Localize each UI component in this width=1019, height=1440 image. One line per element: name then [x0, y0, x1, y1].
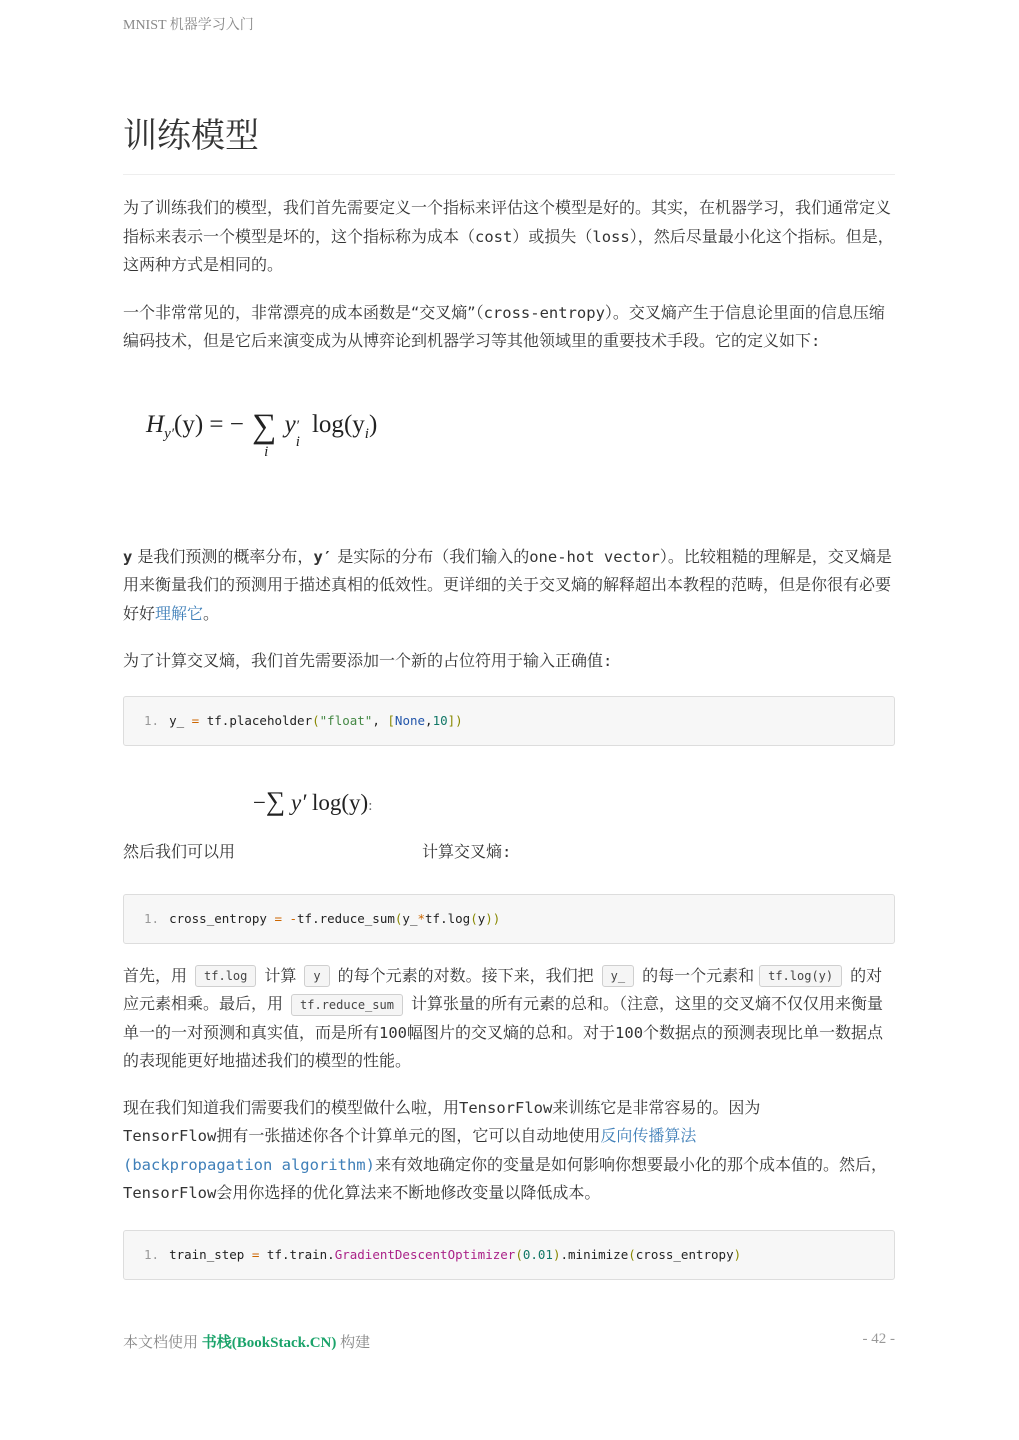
section-title: 训练模型 — [123, 112, 895, 175]
paragraph-cost-intro — [123, 194, 895, 280]
paragraph-explanation — [123, 962, 895, 1076]
code-var: y_ — [169, 712, 185, 728]
paragraph-distribution — [123, 543, 895, 629]
code-dot: . — [312, 910, 320, 926]
inline-code-reduce-sum: tf.reduce_sum — [291, 994, 403, 1016]
text: 会用你选择的优化算法来不断地修改变量以降低成本。 — [216, 1183, 601, 1202]
text: 个数据点的预测表现比单一数据点的表现能更好地描述我们的模型的性能。 — [123, 1022, 884, 1070]
footer-prefix: 本文档使用 — [123, 1335, 199, 1351]
code-arg: cross_entropy — [635, 1246, 734, 1262]
code-tf: tf — [425, 910, 441, 926]
code-number: 10 — [432, 712, 448, 728]
inline-code-tf-log-y: tf.log(y) — [759, 965, 842, 987]
code-fn: log — [447, 910, 471, 926]
code-paren: ) — [455, 712, 463, 728]
line-number: 1. — [144, 1246, 160, 1262]
paragraph-placeholder — [123, 647, 895, 676]
paragraph-cross-entropy-intro — [123, 299, 895, 356]
footer-credit — [123, 1331, 370, 1352]
text: 的每一个元素和 — [642, 965, 755, 985]
code-dot: . — [327, 1246, 335, 1262]
code-dot: . — [281, 1246, 290, 1262]
text: 是实际的分布（我们输入的 — [332, 546, 530, 566]
text: 计算交叉熵 — [422, 841, 503, 861]
page-number: - 42 - — [862, 1331, 895, 1347]
text: 来训练它是非常容易的。因为 — [552, 1097, 761, 1117]
code-paren: ( — [312, 712, 320, 728]
code-paren: ) — [552, 1246, 561, 1262]
cross-entropy-formula — [123, 356, 895, 543]
code-paren: ( — [470, 910, 478, 926]
code-eq: = — [274, 910, 282, 926]
understand-it-link[interactable]: 理解它 — [155, 603, 204, 623]
text: 来有效地确定你的变量是如何影响你想要最小化的那个成本值的。然后， — [374, 1154, 887, 1174]
code-fn: reduce_sum — [319, 910, 395, 926]
formula-y: y — [284, 410, 296, 438]
code-paren: ( — [394, 910, 403, 926]
inline-code-tf-log: tf.log — [195, 965, 256, 987]
formula-main — [146, 407, 378, 460]
text: 计算张量的所有元素的总和。（注意，这里的交叉熵不仅仅用来衡量单一的一对预测和真实值，而是所有 — [123, 994, 883, 1042]
code-block-train-step[interactable] — [123, 1230, 895, 1280]
code-dot: . — [440, 910, 448, 926]
code-comma: , — [425, 712, 433, 728]
text: 计算 — [264, 965, 297, 985]
code-tf: tf — [297, 910, 313, 926]
code-paren: )) — [485, 910, 501, 926]
text: 现在我们知道我们需要我们的模型做什么啦，用 — [123, 1097, 460, 1117]
tensorflow-name: TensorFlow — [459, 1098, 553, 1117]
code-dot: . — [221, 712, 230, 728]
text: ）或损失（ — [512, 226, 593, 246]
formula-log: log — [311, 789, 342, 815]
code-minus: - — [289, 910, 298, 926]
formula-minus: − — [253, 789, 266, 815]
code-fn: placeholder — [229, 712, 313, 728]
formula-arg: (y) = − — [174, 410, 244, 438]
number: 100 — [379, 1023, 408, 1042]
text: 的对应元素相乘。最后，用 — [123, 965, 883, 1013]
one-hot-vector: one-hot vector — [529, 547, 660, 566]
number: 100 — [615, 1023, 644, 1042]
code-class: GradientDescentOptimizer — [334, 1246, 516, 1262]
y-prime: ′ — [295, 417, 300, 434]
var-y: y — [123, 547, 133, 566]
code-eq: = — [191, 712, 200, 728]
line-number: 1. — [144, 712, 160, 728]
text: 首先，用 — [123, 965, 188, 985]
inline-formula — [253, 786, 372, 817]
code-tf: tf — [206, 712, 222, 728]
code-paren: ( — [515, 1246, 523, 1262]
inline-code-cross-entropy: cross-entropy — [483, 303, 605, 322]
formula-arg: (y) — [341, 789, 369, 815]
code-string: "float" — [319, 712, 373, 728]
text: 的每个元素的对数。接下来，我们把 — [337, 965, 594, 985]
text: 。 — [203, 603, 220, 623]
text: 拥有一张描述你各个计算单元的图，它可以自动地使用 — [216, 1126, 601, 1145]
code-none: None — [394, 712, 426, 728]
footer-suffix: 构建 — [340, 1335, 371, 1351]
text: 然后我们可以用 — [123, 841, 236, 861]
code-comma: , — [372, 712, 380, 728]
backpropagation-link-en: (backpropagation algorithm) — [123, 1155, 375, 1174]
code-block-cross-entropy[interactable] — [123, 894, 895, 944]
code-fn: minimize — [568, 1246, 629, 1262]
main-content — [123, 112, 895, 1280]
code-star: * — [417, 910, 426, 926]
code-y: y — [477, 910, 486, 926]
code-tf: tf — [266, 1246, 282, 1262]
code-eq: = — [251, 1246, 260, 1262]
code-bracket: [ — [387, 712, 395, 728]
sigma-index: i — [264, 443, 269, 460]
book-title: MNIST 机器学习入门 — [123, 18, 254, 33]
inline-code-y-underscore: y_ — [602, 965, 634, 987]
tensorflow-name: TensorFlow — [123, 1184, 217, 1202]
formula-colon: : — [368, 797, 373, 814]
code-paren: ( — [628, 1246, 636, 1262]
code-arg: y_ — [402, 910, 418, 926]
text: ）。交叉熵产生于信息论里面的信息压缩编码技术，但是它后来演变成为从博弈论到机器学习等其他领域里的重要技术手段。它的定义如下 — [123, 302, 885, 350]
formula-log-arg: (y — [343, 410, 365, 438]
formula-y: y — [290, 789, 302, 815]
formula-log: log — [311, 410, 344, 438]
code-block-placeholder[interactable] — [123, 696, 895, 746]
sigma-symbol: ∑ i — [252, 407, 277, 460]
inline-code-loss: loss — [592, 227, 630, 246]
text: 是我们预测的概率分布， — [132, 546, 314, 566]
colon: : — [811, 332, 821, 350]
colon: : — [603, 652, 613, 670]
formula-sigma: ∑ — [265, 785, 286, 816]
line-number: 1. — [144, 910, 160, 926]
inline-code-y: y — [304, 965, 329, 987]
bookstack-link[interactable]: 书栈(BookStack.CN) — [201, 1335, 337, 1351]
paragraph-training — [123, 1094, 895, 1208]
backpropagation-link-cn: 反向传播算法 — [600, 1126, 697, 1145]
text: ）。比较粗糙的理解是，交叉熵是用来衡量我们的预测用于描述真相的低效性。更详细的关于交叉熵的解释超出本教程的范畴，但是你很有必要好好 — [123, 546, 892, 623]
text: 幅图片的交叉熵的总和。对于 — [407, 1022, 616, 1042]
code-number: 0.01 — [522, 1246, 553, 1262]
code-var: cross_entropy — [169, 910, 267, 926]
paragraph-compute-ce-tail — [422, 838, 511, 867]
text: 为了计算交叉熵，我们首先需要添加一个新的占位符用于输入正确值 — [123, 651, 604, 670]
inline-code-cost: cost — [475, 227, 513, 246]
text: ），然后尽量最小化这个指标。但是，这两种方式是相同的。 — [123, 226, 894, 274]
code-var: train_step — [169, 1246, 245, 1262]
y-sub-i: i — [295, 433, 300, 450]
code-paren: ) — [733, 1246, 742, 1262]
code-train: train — [289, 1246, 328, 1262]
formula-line — [123, 746, 895, 869]
code-bracket: ] — [447, 712, 456, 728]
formula-close: ) — [368, 410, 378, 438]
formula-subscript: y′ — [164, 425, 175, 442]
code-dot: . — [560, 1246, 569, 1262]
text: 为了训练我们的模型，我们首先需要定义一个指标来评估这个模型是好的。其实，在机器学习，我们通常定义指标来表示一个模型是坏的，这个指标称为成本（ — [123, 198, 892, 246]
paragraph-compute-ce — [123, 838, 235, 867]
var-y-prime: y′ — [313, 547, 333, 566]
formula-prime: ′ — [301, 789, 307, 815]
formula-H: H — [146, 410, 165, 438]
formula-log-sub: i — [364, 425, 369, 442]
tensorflow-name: TensorFlow — [123, 1127, 217, 1145]
colon: : — [502, 842, 512, 861]
text: 一个非常常见的，非常漂亮的成本函数是“交叉熵”（ — [123, 302, 484, 322]
